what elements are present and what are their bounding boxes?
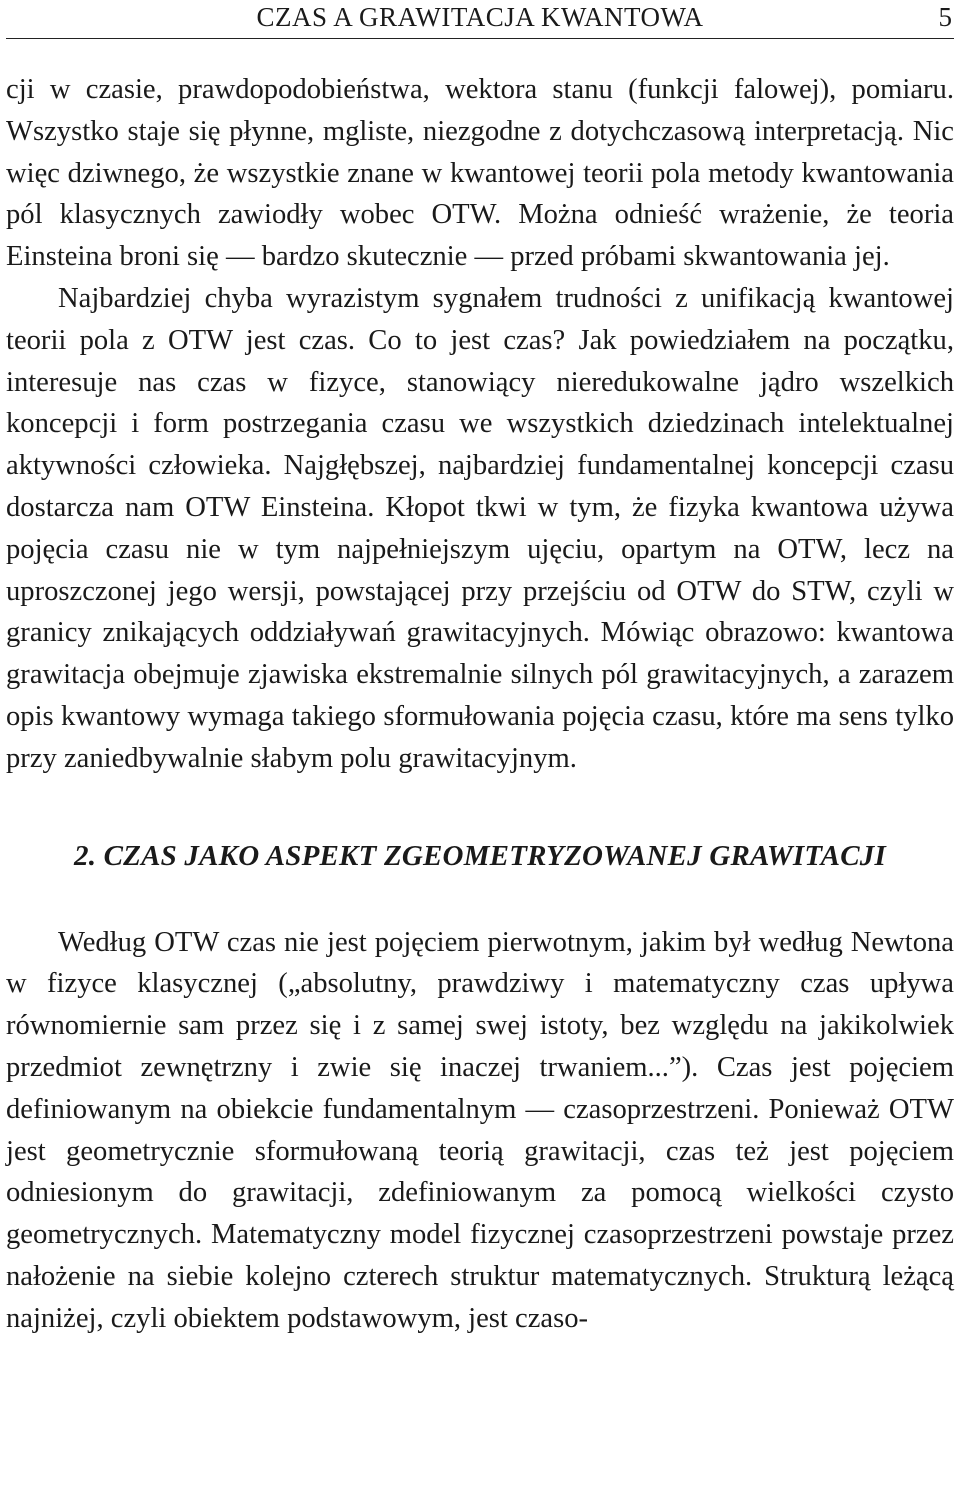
running-title: CZAS A GRAWITACJA KWANTOWA bbox=[256, 2, 704, 32]
body-text bbox=[6, 69, 954, 1340]
section-heading: 2. CZAS JAKO ASPEKT ZGEOMETRYZOWANEJ GRAWITACJI bbox=[74, 839, 886, 872]
section-paragraph: Według OTW czas nie jest pojęciem pierwotnym, jakim był według Newtona w fizyce klasycznej („absolutny, prawdziwy i matematyczny czas upływa równomiernie sam przez się i z samej swej istoty, bez względu na jakikolwiek przedmiot zewnętrzny i zwie się inaczej trwaniem...”). Czas jest pojęciem definiowanym na obiekcie fundamentalnym — czasoprzestrzeni. Ponieważ OTW jest geometrycznie sformułowaną teorią grawitacji, czas też jest pojęciem odniesionym do grawitacji, zdefiniowanym za pomocą wielkości czysto geometrycznych. Matematyczny model fizycznej czasoprzestrzeni powstaje przez nałożenie na siebie kolejno czterech struktur matematycznych. Strukturą leżącą najniżej, czyli obiektem podstawowym, jest czaso- bbox=[6, 926, 954, 1334]
paragraph-continued: cji w czasie, prawdopodobieństwa, wektora stanu (funkcji falowej), pomiaru. Wszystko staje się płynne, mgliste, niezgodne z dotychczasową interpretacją. Nic więc dziwnego, że wszystkie znane w kwantowej teorii pola metody kwantowania pól klasycznych zawiodły wobec OTW. Można odnieść wrażenie, że teoria Einsteina broni się — bardzo skutecznie — przed próbami skwantowania jej. bbox=[6, 74, 954, 273]
running-header bbox=[6, 0, 954, 39]
paragraph: Najbardziej chyba wyrazistym sygnałem trudności z unifikacją kwantowej teorii pola z OTW jest czas. Co to jest czas? Jak powiedziałem na początku, interesuje nas czas w fizyce, stanowiący nieredukowalne jądro wszelkich koncepcji i form postrzegania czasu we wszystkich dziedzinach intelektualnej aktywności człowieka. Najgłębszej, najbardziej fundamentalnej koncepcji czasu dostarcza nam OTW Einsteina. Kłopot tkwi w tym, że fizyka kwantowa używa pojęcia czasu nie w tym najpełniejszym ujęciu, opartym na OTW, lecz na uproszczonej jego wersji, powstającej przy przejściu od OTW do STW, czyli w granicy znikających oddziaływań grawitacyjnych. Mówiąc obrazowo: kwantowa grawitacja obejmuje zjawiska ekstremalnie silnych pól grawitacyjnych, a zarazem opis kwantowy wymaga takiego sformułowania pojęcia czasu, które ma sens tylko przy zaniedbywalnie słabym polu grawitacyjnym. bbox=[6, 282, 954, 774]
page-number: 5 bbox=[938, 2, 952, 32]
